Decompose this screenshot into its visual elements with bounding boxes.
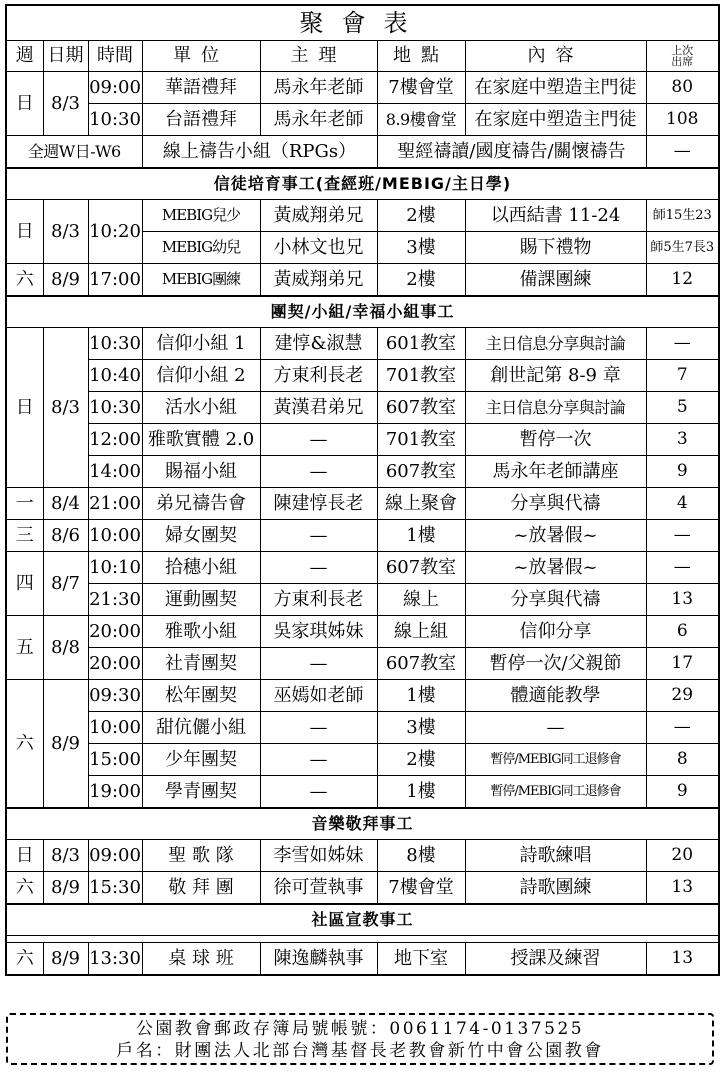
cell-last: — [646,136,719,169]
cell-unit: 運動團契 [142,584,260,616]
cell-place: 3樓 [377,232,465,264]
cell-unit: 活水小組 [142,392,260,424]
cell-unit: 聖 歌 隊 [142,840,260,872]
cell-host: — [260,776,377,809]
cell-last: 108 [646,104,719,136]
table-row [6,776,719,809]
cell-last: 6 [646,616,719,648]
cell-content: 信仰分享 [465,616,646,648]
cell-content: 暫停/MEBIG同工退修會 [465,744,646,776]
cell-place: 2樓 [377,200,465,232]
account-name-line: 戶名：財團法人北部台灣基督長老教會新竹中會公園教會 [116,1041,604,1061]
cell-day: 日 [6,840,43,872]
cell-unit: 少年團契 [142,744,260,776]
table-row [6,488,719,520]
cell-unit: 賜福小組 [142,456,260,488]
cell-time: 17:00 [88,264,142,297]
cell-time: 12:00 [88,424,142,456]
cell-time: 21:30 [88,584,142,616]
cell-unit: 雅歌小組 [142,616,260,648]
cell-place: 線上組 [377,616,465,648]
cell-unit: MEBIG兒少 [142,200,260,232]
cell-place: 8樓 [377,840,465,872]
cell-content: 在家庭中塑造主門徒 [465,104,646,136]
cell-day: 六 [6,264,43,297]
table-row [6,744,719,776]
cell-time: 09:00 [88,840,142,872]
cell-last: 7 [646,360,719,392]
cell-content: 授課及練習 [465,943,646,976]
cell-time: 10:20 [88,200,142,264]
cell-unit: 桌 球 班 [142,943,260,976]
cell-unit: 線上禱告小組（RPGs） [142,136,377,169]
cell-time: 10:10 [88,552,142,584]
header-last-attendance [646,41,719,72]
cell-day: 三 [6,520,43,552]
page-title: 聚會表 [6,5,719,41]
table-row [6,552,719,584]
cell-place: 2樓 [377,264,465,297]
cell-time: 10:00 [88,712,142,744]
table-row [6,872,719,905]
cell-unit: 雅歌實體 2.0 [142,424,260,456]
cell-day: 一 [6,488,43,520]
table-row [6,943,719,976]
cell-host: 巫嫣如老師 [260,680,377,712]
cell-day: 六 [6,872,43,905]
cell-place: 7樓會堂 [377,872,465,905]
cell-place: 2樓 [377,744,465,776]
cell-place: 1樓 [377,520,465,552]
cell-content: 創世記第 8-9 章 [465,360,646,392]
cell-last: 13 [646,943,719,976]
cell-time: 10:30 [88,328,142,360]
cell-unit: 松年團契 [142,680,260,712]
header-last-b: 出席 [671,55,694,68]
cell-place: 701教室 [377,424,465,456]
cell-day: 日 [6,328,43,488]
table-row [6,840,719,872]
cell-content: 聖經禱讀/國度禱告/關懷禱告 [377,136,646,169]
cell-content: 詩歌練唱 [465,840,646,872]
cell-last: — [646,712,719,744]
cell-host: — [260,744,377,776]
cell-last: 8 [646,744,719,776]
cell-last: 5 [646,392,719,424]
header-row [6,41,719,72]
cell-time: 20:00 [88,648,142,680]
cell-unit: 信仰小組 1 [142,328,260,360]
cell-last: 3 [646,424,719,456]
table-row [6,136,719,169]
cell-unit: 弟兄禱告會 [142,488,260,520]
cell-host: 小林文也兄 [260,232,377,264]
cell-host: 陳建惇長老 [260,488,377,520]
cell-place: 601教室 [377,328,465,360]
cell-date: 8/9 [43,943,88,976]
cell-unit: 華語禮拜 [142,72,260,104]
cell-place: 607教室 [377,648,465,680]
cell-host: — [260,424,377,456]
cell-host: 馬永年老師 [260,104,377,136]
cell-content: 備課團練 [465,264,646,297]
cell-day: 四 [6,552,43,616]
cell-unit: 敬 拜 團 [142,872,260,905]
cell-content: 暫停一次 [465,424,646,456]
table-row [6,648,719,680]
header-last-a: 上次 [671,44,694,57]
cell-unit: 台語禮拜 [142,104,260,136]
cell-date: 8/6 [43,520,88,552]
cell-last: 9 [646,776,719,809]
cell-unit: 婦女團契 [142,520,260,552]
cell-date: 8/3 [43,328,88,488]
header-host: 主理 [260,41,377,72]
donation-info-box [6,1013,714,1065]
cell-place: 607教室 [377,456,465,488]
cell-content: 暫停一次/父親節 [465,648,646,680]
cell-date: 8/3 [43,72,88,136]
cell-content: 分享與代禱 [465,584,646,616]
table-row [6,104,719,136]
cell-date: 8/9 [43,680,88,809]
cell-unit: 拾穗小組 [142,552,260,584]
cell-last: 13 [646,872,719,905]
cell-unit: 甜伉儷小組 [142,712,260,744]
section-title-outreach: 社區宣教事工 [6,904,719,936]
cell-host: — [260,648,377,680]
cell-place: 1樓 [377,680,465,712]
cell-date: 8/4 [43,488,88,520]
cell-host: 陳逸麟執事 [260,943,377,976]
cell-place: 701教室 [377,360,465,392]
cell-date: 8/9 [43,264,88,297]
cell-unit: 信仰小組 2 [142,360,260,392]
cell-content: 主日信息分享與討論 [465,328,646,360]
cell-last: 29 [646,680,719,712]
cell-date: 8/3 [43,840,88,872]
cell-host: 方東利長老 [260,360,377,392]
cell-time: 13:30 [88,943,142,976]
cell-content: 在家庭中塑造主門徒 [465,72,646,104]
cell-host: 李雪如姊妹 [260,840,377,872]
cell-place: 3樓 [377,712,465,744]
header-day: 週 [6,41,43,72]
cell-content: 主日信息分享與討論 [465,392,646,424]
table-row [6,264,719,297]
cell-place: 8.9樓會堂 [377,104,465,136]
cell-host: 吳家琪姊妹 [260,616,377,648]
cell-host: — [260,552,377,584]
cell-place: 7樓會堂 [377,72,465,104]
cell-last: 9 [646,456,719,488]
cell-day: 日 [6,72,43,136]
cell-time: 09:00 [88,72,142,104]
cell-content: 分享與代禱 [465,488,646,520]
cell-content: ~放暑假~ [465,552,646,584]
header-content: 內容 [465,41,646,72]
header-place: 地點 [377,41,465,72]
cell-host: 黃威翔弟兄 [260,200,377,232]
section-gap [6,936,719,943]
cell-date: 8/3 [43,200,88,264]
table-row [6,392,719,424]
cell-day: 五 [6,616,43,680]
cell-host: 黃威翔弟兄 [260,264,377,297]
cell-time: 14:00 [88,456,142,488]
table-row [6,72,719,104]
cell-last: 4 [646,488,719,520]
cell-place: 607教室 [377,392,465,424]
cell-date: 8/9 [43,872,88,905]
table-row [6,424,719,456]
header-date: 日期 [43,41,88,72]
cell-content: 暫停/MEBIG同工退修會 [465,776,646,809]
cell-unit: MEBIG團練 [142,264,260,297]
section-title-music: 音樂敬拜事工 [6,808,719,840]
cell-host: — [260,712,377,744]
cell-last: 13 [646,584,719,616]
cell-when: 全週W日-W6 [6,136,142,169]
cell-unit: 社青團契 [142,648,260,680]
table-row [6,616,719,648]
cell-host: 黃漢君弟兄 [260,392,377,424]
cell-content: 賜下禮物 [465,232,646,264]
cell-host: 方東利長老 [260,584,377,616]
cell-time: 10:30 [88,392,142,424]
cell-place: 線上 [377,584,465,616]
cell-content: ~放暑假~ [465,520,646,552]
header-time: 時間 [88,41,142,72]
cell-last: 20 [646,840,719,872]
cell-day: 六 [6,943,43,976]
cell-content: — [465,712,646,744]
cell-content: 以西結書 11-24 [465,200,646,232]
cell-last: 12 [646,264,719,297]
cell-place: 1樓 [377,776,465,809]
schedule-table [5,4,720,976]
cell-host: 馬永年老師 [260,72,377,104]
table-row [6,712,719,744]
cell-time: 15:30 [88,872,142,905]
cell-last: — [646,520,719,552]
cell-last: 80 [646,72,719,104]
cell-place: 607教室 [377,552,465,584]
cell-last: — [646,328,719,360]
table-row [6,584,719,616]
cell-date: 8/8 [43,616,88,680]
cell-last: 17 [646,648,719,680]
header-unit: 單位 [142,41,260,72]
cell-host: — [260,520,377,552]
cell-time: 10:00 [88,520,142,552]
cell-host: — [260,456,377,488]
cell-day: 六 [6,680,43,809]
cell-day: 日 [6,200,43,264]
cell-time: 15:00 [88,744,142,776]
table-row [6,680,719,712]
cell-content: 體適能教學 [465,680,646,712]
cell-time: 21:00 [88,488,142,520]
cell-time: 10:30 [88,104,142,136]
cell-time: 20:00 [88,616,142,648]
cell-time: 19:00 [88,776,142,809]
cell-last: — [646,552,719,584]
postal-account-line: 公園教會郵政存簿局號帳號：0061174-0137525 [135,1019,585,1039]
cell-place: 線上聚會 [377,488,465,520]
cell-time: 10:40 [88,360,142,392]
section-title-education: 信徒培育事工(查經班/MEBIG/主日學) [6,168,719,200]
cell-last: 師15生23 [646,200,719,232]
table-row [6,456,719,488]
cell-content: 詩歌團練 [465,872,646,905]
cell-host: 徐可萱執事 [260,872,377,905]
table-row [6,360,719,392]
cell-place: 地下室 [377,943,465,976]
cell-unit: 學青團契 [142,776,260,809]
cell-host: 建惇&淑慧 [260,328,377,360]
table-row [6,520,719,552]
cell-unit: MEBIG幼兒 [142,232,260,264]
cell-content: 馬永年老師講座 [465,456,646,488]
table-row [6,200,719,232]
table-row [6,328,719,360]
cell-last: 師5生7長3 [646,232,719,264]
cell-time: 09:30 [88,680,142,712]
cell-date: 8/7 [43,552,88,616]
section-title-fellowship: 團契/小組/幸福小組事工 [6,296,719,328]
